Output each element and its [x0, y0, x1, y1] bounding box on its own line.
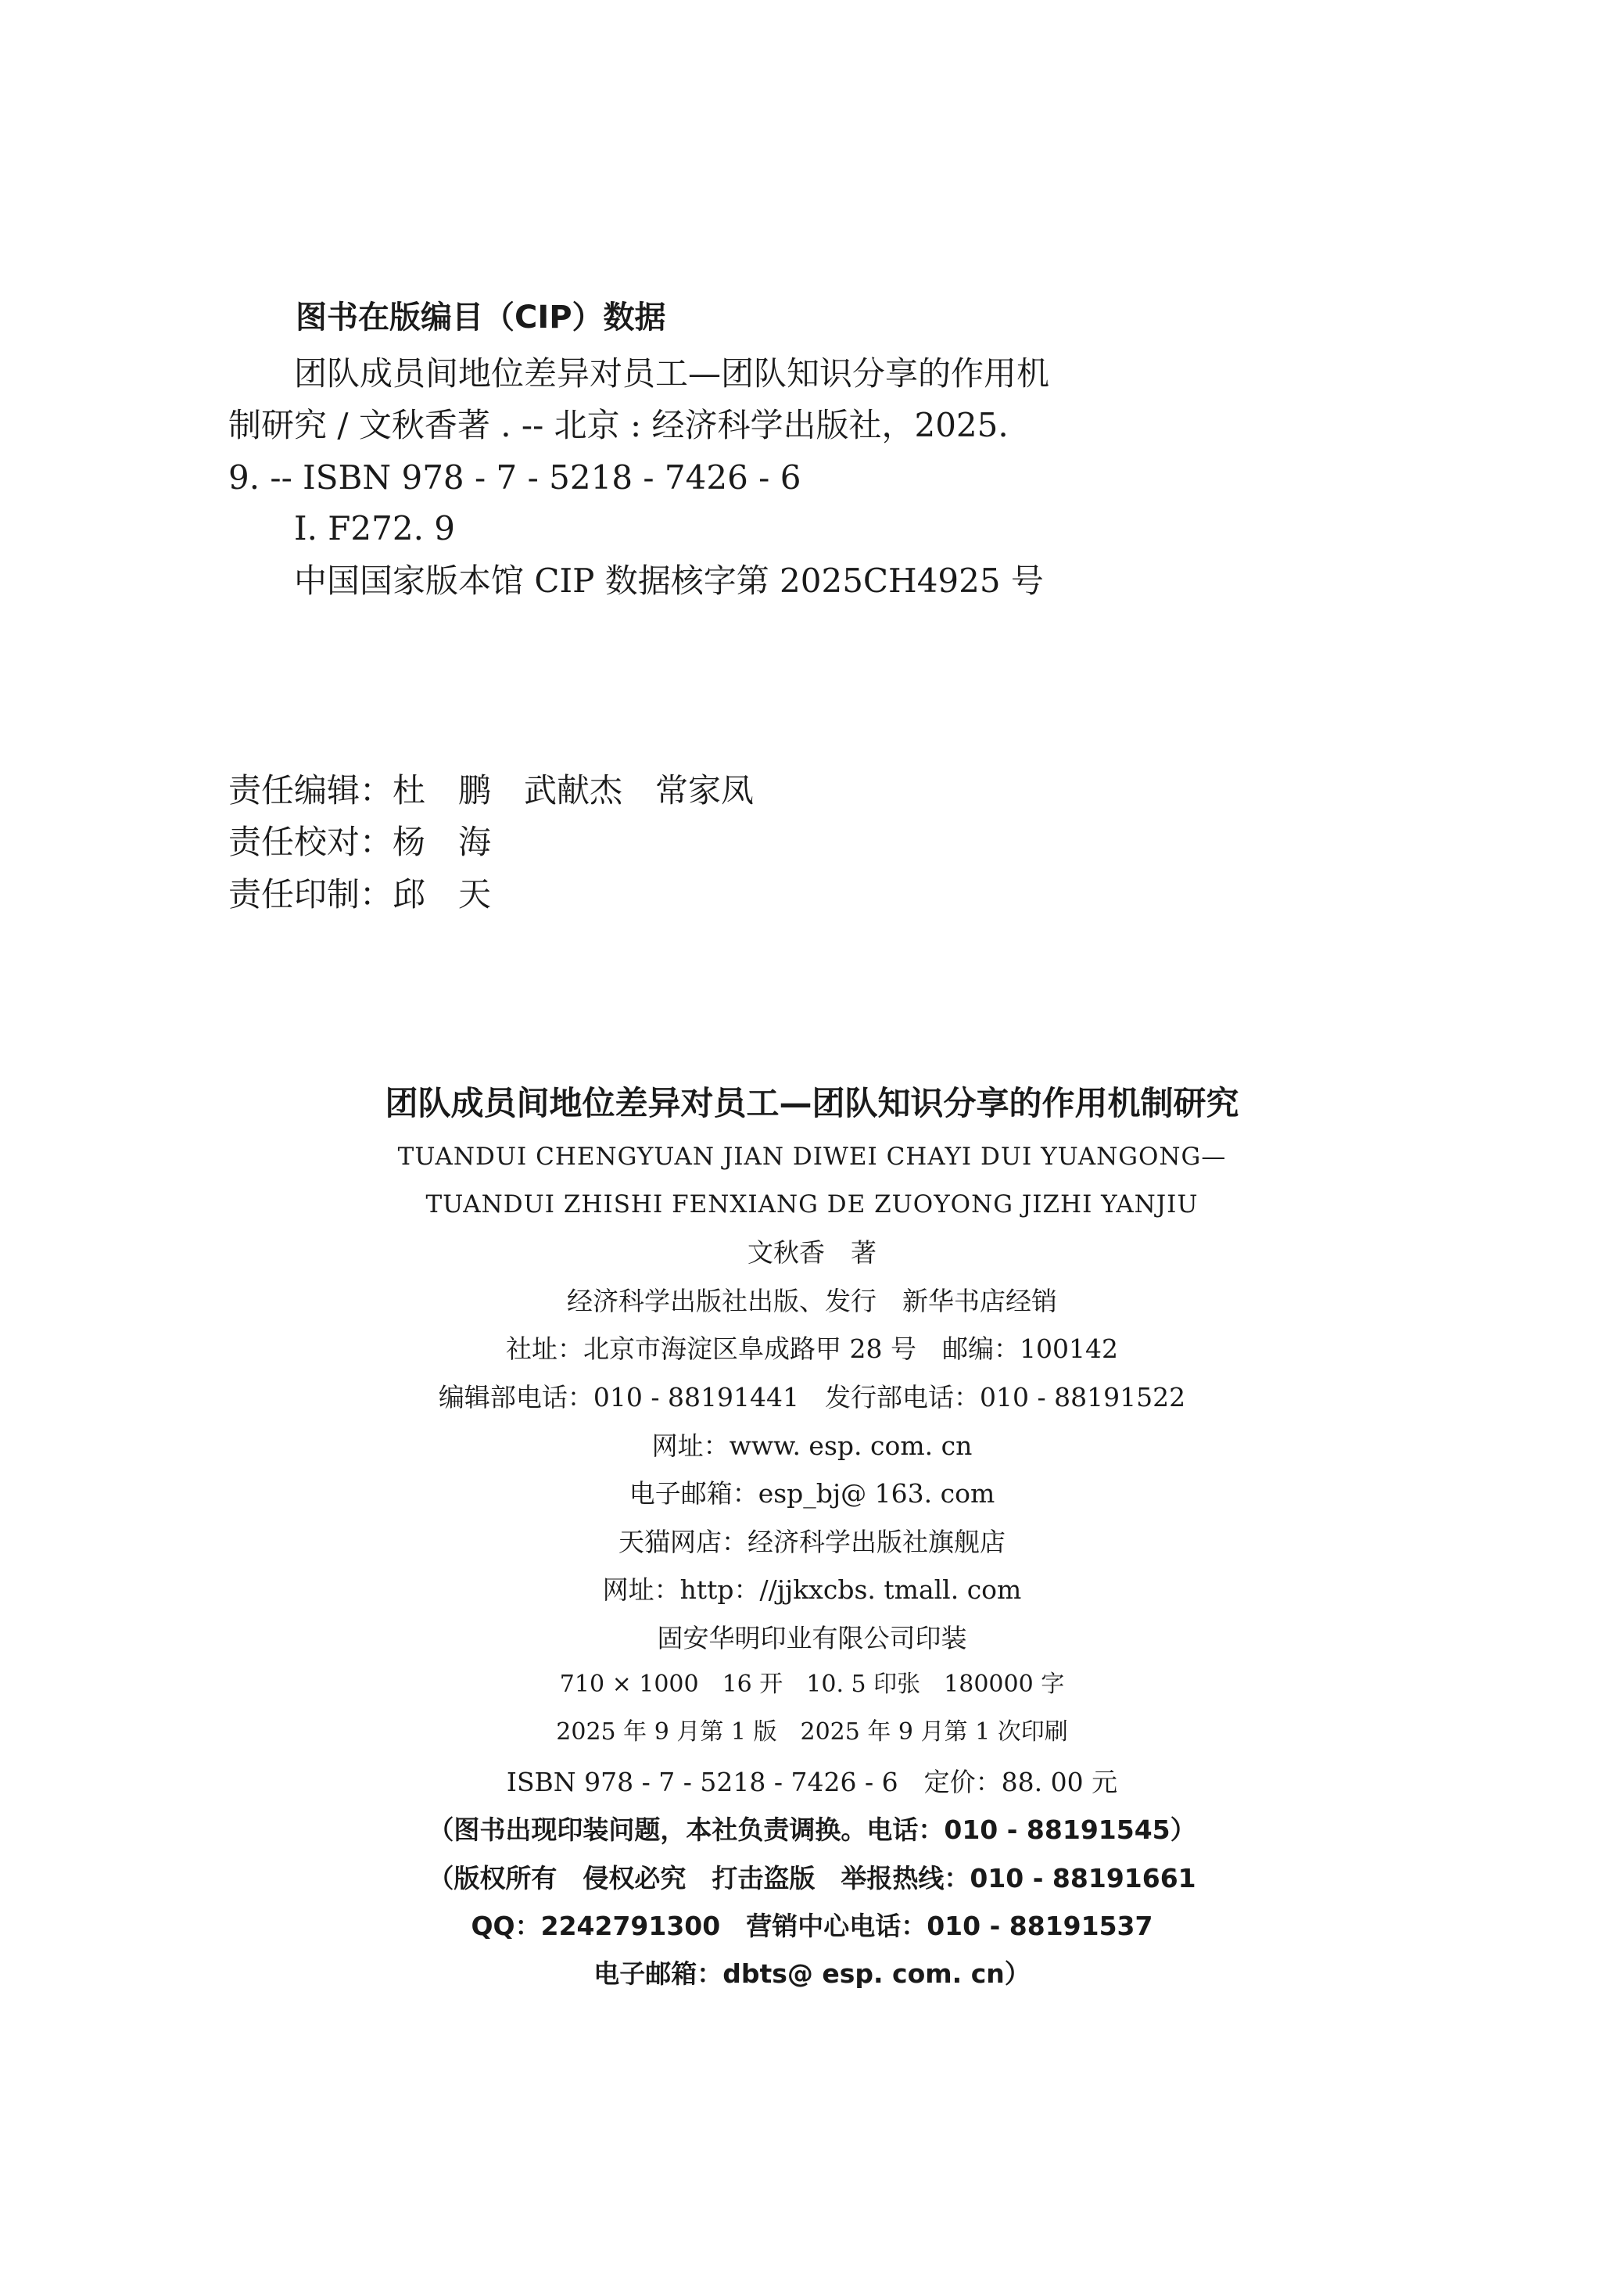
- colophon-publisher: 经济科学出版社出版、发行 新华书店经销: [567, 1286, 1057, 1316]
- colophon-phones: 编辑部电话：010 - 88191441 发行部电话：010 - 88191522: [438, 1382, 1186, 1412]
- colophon-edition: 2025 年 9 月第 1 版 2025 年 9 月第 1 次印刷: [556, 1718, 1068, 1746]
- cip-heading: 图书在版编目（CIP）数据: [296, 300, 666, 336]
- colophon-website: 网址：www. esp. com. cn: [651, 1430, 973, 1461]
- credit-editors: 责任编辑：杜 鹏 武献杰 常家凤: [228, 771, 755, 809]
- cip-line-3: 9. -- ISBN 978 - 7 - 5218 - 7426 - 6: [228, 458, 801, 497]
- colophon-address: 社址：北京市海淀区阜成路甲 28 号 邮编：100142: [506, 1333, 1118, 1364]
- colophon-notice-4: 电子邮箱：dbts@ esp. com. cn）: [593, 1958, 1031, 1989]
- colophon-isbn-price: ISBN 978 - 7 - 5218 - 7426 - 6 定价：88. 00 元: [506, 1767, 1118, 1797]
- colophon-format: 710 × 1000 16 开 10. 5 印张 180000 字: [559, 1671, 1065, 1698]
- colophon-notice-3: QQ：2242791300 营销中心电话：010 - 88191537: [471, 1911, 1153, 1941]
- colophon-notice-1: （图书出现印装问题，本社负责调换。电话：010 - 88191545）: [428, 1814, 1196, 1845]
- credit-proofreader: 责任校对：杨 海: [228, 823, 492, 861]
- cip-line-5: 中国国家版本馆 CIP 数据核字第 2025CH4925 号: [294, 562, 1044, 600]
- colophon-email: 电子邮箱：esp_bj@ 163. com: [629, 1478, 995, 1509]
- colophon-tmall-store: 天猫网店：经济科学出版社旗舰店: [618, 1527, 1006, 1557]
- colophon-notice-2: （版权所有 侵权必究 打击盗版 举报热线：010 - 88191661: [428, 1863, 1196, 1893]
- colophon-title: 团队成员间地位差异对员工—团队知识分享的作用机制研究: [385, 1084, 1239, 1122]
- colophon-printer: 固安华明印业有限公司印装: [657, 1623, 967, 1653]
- colophon-title-en-1: TUANDUI CHENGYUAN JIAN DIWEI CHAYI DUI YUANGONG—: [397, 1143, 1227, 1171]
- colophon-author: 文秋香 著: [747, 1237, 877, 1268]
- colophon-tmall-url: 网址：http：//jjkxcbs. tmall. com: [602, 1574, 1022, 1605]
- cip-line-4: Ⅰ. F272. 9: [294, 509, 456, 547]
- cip-line-1: 团队成员间地位差异对员工—团队知识分享的作用机: [294, 354, 1050, 393]
- cip-line-2: 制研究 / 文秋香著 . -- 北京 : 经济科学出版社，2025.: [228, 406, 1009, 444]
- colophon-title-en-2: TUANDUI ZHISHI FENXIANG DE ZUOYONG JIZHI YANJIU: [425, 1190, 1199, 1219]
- credit-printing: 责任印制：邱 天: [228, 875, 492, 913]
